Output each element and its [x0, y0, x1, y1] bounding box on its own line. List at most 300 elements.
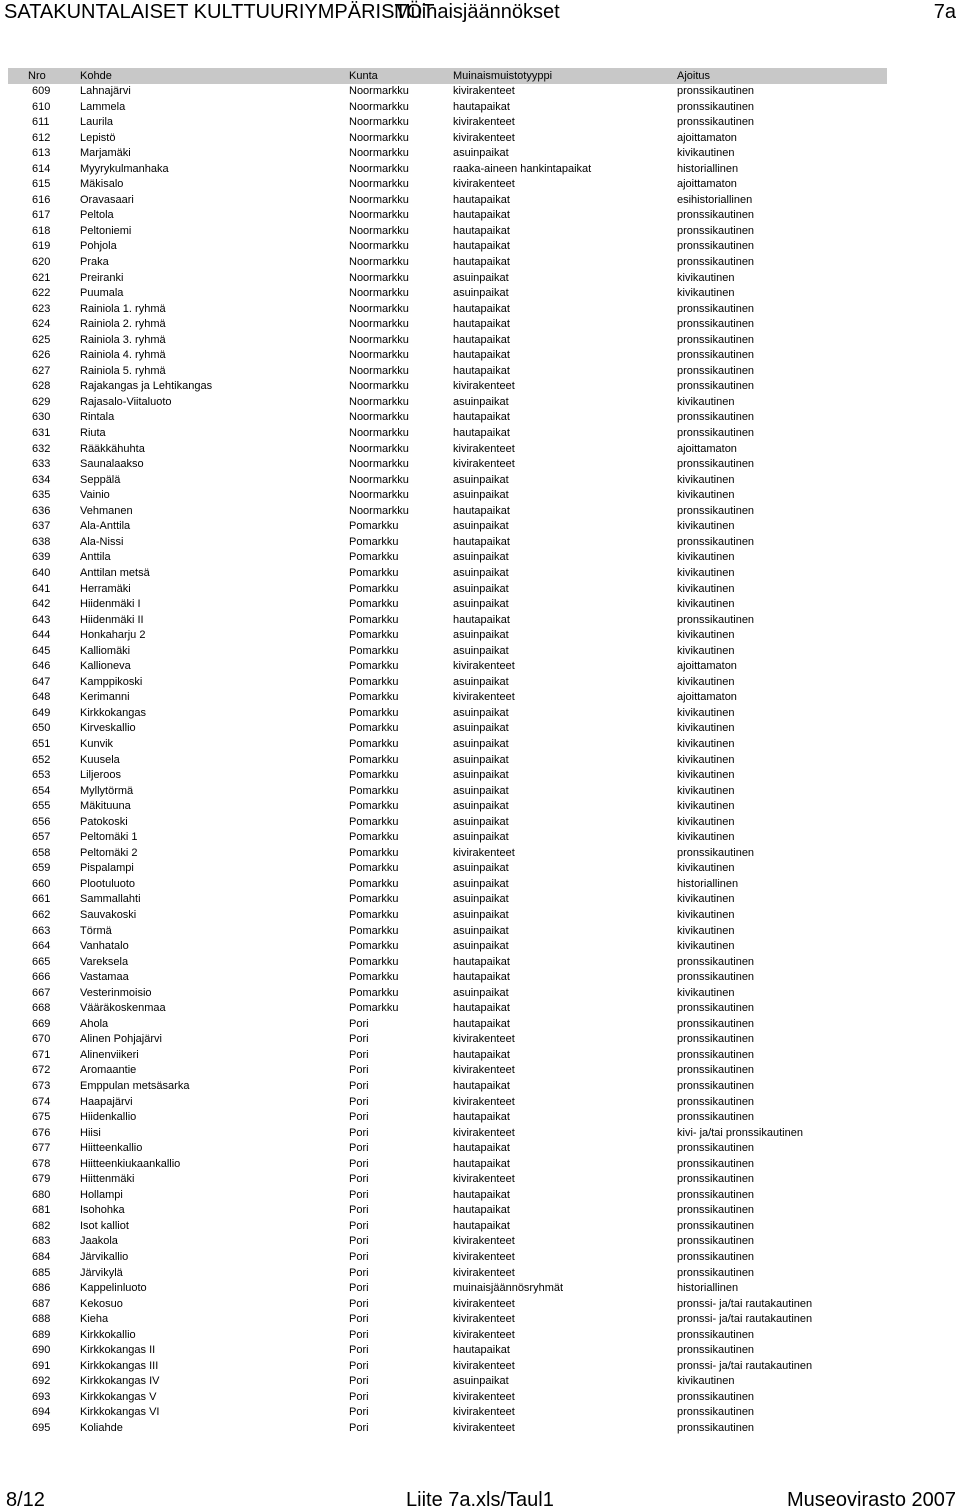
table-row: [8, 1297, 887, 1313]
cell-ajoitus: pronssikautinen: [677, 1406, 755, 1419]
cell-kunta: Pori: [349, 1422, 369, 1435]
cell-tyyppi: asuinpaikat: [453, 644, 509, 657]
table-row: [8, 892, 887, 908]
table-row: [8, 1343, 887, 1359]
cell-kohde: Vastamaa: [80, 971, 129, 984]
cell-ajoitus: kivikautinen: [677, 551, 735, 564]
cell-tyyppi: kivirakenteet: [453, 660, 515, 673]
cell-kunta: Pomarkku: [349, 691, 399, 704]
cell-kohde: Kallioneva: [80, 660, 131, 673]
cell-nro: 632: [32, 442, 51, 455]
cell-tyyppi: hautapaikat: [453, 256, 510, 269]
cell-nro: 691: [32, 1359, 51, 1372]
cell-nro: 624: [32, 318, 51, 331]
cell-kunta: Pomarkku: [349, 784, 399, 797]
cell-nro: 693: [32, 1390, 51, 1403]
cell-tyyppi: asuinpaikat: [453, 893, 509, 906]
cell-ajoitus: pronssikautinen: [677, 504, 755, 517]
table-row: [8, 100, 887, 116]
cell-nro: 627: [32, 364, 51, 377]
table-row: [8, 1390, 887, 1406]
cell-kunta: Noormarkku: [349, 318, 409, 331]
table-row: [8, 146, 887, 162]
cell-kunta: Noormarkku: [349, 504, 409, 517]
cell-nro: 649: [32, 706, 51, 719]
cell-kunta: Noormarkku: [349, 380, 409, 393]
cell-tyyppi: hautapaikat: [453, 1142, 510, 1155]
cell-nro: 674: [32, 1095, 51, 1108]
table-row: [8, 395, 887, 411]
cell-kohde: Honkaharju 2: [80, 629, 146, 642]
cell-nro: 640: [32, 566, 51, 579]
cell-ajoitus: pronssikautinen: [677, 1188, 755, 1201]
cell-tyyppi: asuinpaikat: [453, 800, 509, 813]
cell-kohde: Preiranki: [80, 271, 124, 284]
cell-ajoitus: pronssikautinen: [677, 1033, 755, 1046]
cell-kohde: Kamppikoski: [80, 675, 143, 688]
cell-ajoitus: kivikautinen: [677, 862, 735, 875]
table-row: [8, 846, 887, 862]
cell-kunta: Pomarkku: [349, 955, 399, 968]
cell-nro: 650: [32, 722, 51, 735]
cell-tyyppi: kivirakenteet: [453, 1095, 515, 1108]
cell-kunta: Noormarkku: [349, 178, 409, 191]
cell-kunta: Pomarkku: [349, 940, 399, 953]
cell-kohde: Alinenviikeri: [80, 1048, 139, 1061]
cell-kohde: Sammallahti: [80, 893, 141, 906]
cell-kohde: Rainiola 5. ryhmä: [80, 364, 166, 377]
cell-tyyppi: kivirakenteet: [453, 116, 515, 129]
cell-tyyppi: hautapaikat: [453, 504, 510, 517]
cell-nro: 638: [32, 535, 51, 548]
table-row: [8, 1421, 887, 1437]
cell-tyyppi: hautapaikat: [453, 535, 510, 548]
cell-tyyppi: kivirakenteet: [453, 458, 515, 471]
cell-tyyppi: kivirakenteet: [453, 1359, 515, 1372]
cell-kohde: Kappelinluoto: [80, 1282, 147, 1295]
cell-kohde: Praka: [80, 256, 109, 269]
column-header-nro: Nro: [28, 70, 46, 82]
cell-nro: 654: [32, 784, 51, 797]
cell-tyyppi: kivirakenteet: [453, 1173, 515, 1186]
cell-ajoitus: pronssikautinen: [677, 224, 755, 237]
cell-tyyppi: kivirakenteet: [453, 1297, 515, 1310]
cell-tyyppi: hautapaikat: [453, 971, 510, 984]
cell-nro: 614: [32, 162, 51, 175]
cell-kohde: Isohohka: [80, 1204, 125, 1217]
table-row: [8, 208, 887, 224]
table-row: [8, 177, 887, 193]
source-file: Liite 7a.xls/Taul1: [406, 1489, 554, 1511]
cell-ajoitus: kivikautinen: [677, 908, 735, 921]
cell-nro: 692: [32, 1375, 51, 1388]
table-row: [8, 348, 887, 364]
cell-nro: 664: [32, 940, 51, 953]
cell-ajoitus: kivikautinen: [677, 815, 735, 828]
cell-nro: 643: [32, 613, 51, 626]
cell-kohde: Anttilan metsä: [80, 566, 150, 579]
cell-kunta: Pori: [349, 1235, 369, 1248]
cell-kunta: Noormarkku: [349, 458, 409, 471]
cell-tyyppi: kivirakenteet: [453, 1406, 515, 1419]
cell-tyyppi: kivirakenteet: [453, 1313, 515, 1326]
cell-tyyppi: hautapaikat: [453, 1219, 510, 1232]
cell-tyyppi: kivirakenteet: [453, 1266, 515, 1279]
cell-ajoitus: pronssikautinen: [677, 971, 755, 984]
cell-tyyppi: hautapaikat: [453, 411, 510, 424]
cell-kunta: Pori: [349, 1313, 369, 1326]
cell-kohde: Kuusela: [80, 753, 120, 766]
cell-nro: 626: [32, 349, 51, 362]
cell-kohde: Laurila: [80, 116, 114, 129]
cell-kunta: Pomarkku: [349, 520, 399, 533]
cell-tyyppi: kivirakenteet: [453, 691, 515, 704]
table-row: [8, 815, 887, 831]
cell-nro: 694: [32, 1406, 51, 1419]
cell-kunta: Pori: [349, 1251, 369, 1264]
table-row: [8, 224, 887, 240]
cell-ajoitus: kivikautinen: [677, 753, 735, 766]
cell-tyyppi: kivirakenteet: [453, 380, 515, 393]
cell-ajoitus: kivikautinen: [677, 924, 735, 937]
cell-nro: 657: [32, 831, 51, 844]
cell-tyyppi: asuinpaikat: [453, 489, 509, 502]
cell-kunta: Pomarkku: [349, 893, 399, 906]
cell-kohde: Sauvakoski: [80, 908, 137, 921]
cell-kohde: Puumala: [80, 287, 124, 300]
cell-ajoitus: pronssikautinen: [677, 240, 755, 253]
table-row: [8, 768, 887, 784]
cell-ajoitus: pronssikautinen: [677, 85, 755, 97]
cell-kunta: Pomarkku: [349, 675, 399, 688]
cell-kohde: Lahnajärvi: [80, 85, 131, 97]
cell-kohde: Plootuluoto: [80, 877, 136, 890]
cell-kunta: Pomarkku: [349, 986, 399, 999]
cell-kohde: Pohjola: [80, 240, 117, 253]
cell-ajoitus: pronssikautinen: [677, 116, 755, 129]
cell-kohde: Rainiola 3. ryhmä: [80, 333, 166, 346]
cell-nro: 667: [32, 986, 51, 999]
page-number: 8/12: [6, 1489, 45, 1511]
table-row: [8, 1110, 887, 1126]
cell-ajoitus: historiallinen: [677, 1282, 739, 1295]
cell-kohde: Rainiola 4. ryhmä: [80, 349, 166, 362]
cell-nro: 690: [32, 1344, 51, 1357]
table-row: [8, 1126, 887, 1142]
cell-nro: 669: [32, 1017, 51, 1030]
cell-kohde: Hiitteenkiukaankallio: [80, 1157, 181, 1170]
cell-nro: 659: [32, 862, 51, 875]
table-header-row: [8, 68, 887, 84]
cell-kohde: Lepistö: [80, 131, 116, 144]
cell-ajoitus: pronssikautinen: [677, 349, 755, 362]
cell-kohde: Riuta: [80, 427, 106, 440]
cell-kohde: Vääräkoskenmaa: [80, 1002, 166, 1015]
cell-kunta: Pomarkku: [349, 815, 399, 828]
cell-kohde: Anttila: [80, 551, 111, 564]
cell-kunta: Pori: [349, 1173, 369, 1186]
table-row: [8, 504, 887, 520]
cell-nro: 618: [32, 224, 51, 237]
table-row: [8, 675, 887, 691]
table-row: [8, 379, 887, 395]
cell-nro: 615: [32, 178, 51, 191]
table-row: [8, 1141, 887, 1157]
cell-ajoitus: pronssikautinen: [677, 846, 755, 859]
table-row: [8, 286, 887, 302]
table-row: [8, 970, 887, 986]
cell-kunta: Pomarkku: [349, 613, 399, 626]
cell-nro: 642: [32, 598, 51, 611]
cell-tyyppi: hautapaikat: [453, 1157, 510, 1170]
cell-kohde: Hiitteenkallio: [80, 1142, 143, 1155]
cell-kohde: Rainiola 2. ryhmä: [80, 318, 166, 331]
cell-ajoitus: kivikautinen: [677, 986, 735, 999]
cell-kunta: Pomarkku: [349, 908, 399, 921]
table-row: [8, 550, 887, 566]
cell-tyyppi: asuinpaikat: [453, 924, 509, 937]
table-row: [8, 1017, 887, 1033]
cell-kunta: Pomarkku: [349, 753, 399, 766]
cell-kunta: Noormarkku: [349, 427, 409, 440]
table-row: [8, 364, 887, 380]
table-row: [8, 1312, 887, 1328]
cell-kunta: Pomarkku: [349, 706, 399, 719]
cell-ajoitus: pronssikautinen: [677, 100, 755, 113]
cell-kohde: Ala-Anttila: [80, 520, 131, 533]
cell-ajoitus: pronssikautinen: [677, 1080, 755, 1092]
cell-kohde: Kirkkokallio: [80, 1328, 136, 1341]
cell-kohde: Kieha: [80, 1313, 109, 1326]
table-row: [8, 1234, 887, 1250]
cell-ajoitus: pronssikautinen: [677, 1235, 755, 1248]
table-row: [8, 908, 887, 924]
cell-kohde: Pispalampi: [80, 862, 134, 875]
cell-ajoitus: pronssikautinen: [677, 458, 755, 471]
table-row: [8, 442, 887, 458]
cell-kunta: Pomarkku: [349, 566, 399, 579]
cell-kohde: Rainiola 1. ryhmä: [80, 302, 166, 315]
cell-kunta: Pori: [349, 1344, 369, 1357]
table-row: [8, 1266, 887, 1282]
cell-kohde: Mäkituuna: [80, 800, 131, 813]
cell-ajoitus: kivikautinen: [677, 940, 735, 953]
cell-nro: 648: [32, 691, 51, 704]
cell-kunta: Pori: [349, 1033, 369, 1046]
cell-nro: 671: [32, 1048, 51, 1061]
cell-kohde: Vesterinmoisio: [80, 986, 152, 999]
table-row: [8, 302, 887, 318]
cell-nro: 644: [32, 629, 51, 642]
cell-tyyppi: hautapaikat: [453, 100, 510, 113]
cell-ajoitus: pronssikautinen: [677, 1173, 755, 1186]
cell-ajoitus: pronssikautinen: [677, 411, 755, 424]
cell-nro: 612: [32, 131, 51, 144]
cell-kohde: Rajakangas ja Lehtikangas: [80, 380, 213, 393]
table-row: [8, 1250, 887, 1266]
cell-kunta: Noormarkku: [349, 209, 409, 222]
cell-tyyppi: kivirakenteet: [453, 131, 515, 144]
cell-kohde: Lammela: [80, 100, 126, 113]
cell-kunta: Pori: [349, 1282, 369, 1295]
cell-ajoitus: pronssikautinen: [677, 1017, 755, 1030]
cell-ajoitus: pronssikautinen: [677, 1219, 755, 1232]
cell-nro: 623: [32, 302, 51, 315]
cell-tyyppi: hautapaikat: [453, 1017, 510, 1030]
cell-kunta: Noormarkku: [349, 302, 409, 315]
table-row: [8, 737, 887, 753]
cell-ajoitus: kivikautinen: [677, 287, 735, 300]
table-row: [8, 473, 887, 489]
cell-kunta: Pori: [349, 1297, 369, 1310]
cell-tyyppi: hautapaikat: [453, 955, 510, 968]
cell-kohde: Hiidenkallio: [80, 1111, 137, 1124]
table-row: [8, 613, 887, 629]
cell-kohde: Kirkkokangas: [80, 706, 147, 719]
table-row: [8, 1032, 887, 1048]
cell-kohde: Hiidenmäki II: [80, 613, 144, 626]
cell-kunta: Pori: [349, 1064, 369, 1077]
cell-ajoitus: historiallinen: [677, 162, 739, 175]
table-row: [8, 986, 887, 1002]
cell-tyyppi: muinaisjäännösryhmät: [453, 1282, 564, 1295]
cell-nro: 629: [32, 395, 51, 408]
cell-nro: 679: [32, 1173, 51, 1186]
cell-kohde: Jaakola: [80, 1235, 118, 1248]
cell-tyyppi: kivirakenteet: [453, 1033, 515, 1046]
cell-kohde: Rintala: [80, 411, 115, 424]
table-row: [8, 488, 887, 504]
cell-kunta: Noormarkku: [349, 489, 409, 502]
table-body: [8, 84, 887, 1437]
cell-tyyppi: kivirakenteet: [453, 85, 515, 97]
cell-tyyppi: hautapaikat: [453, 1188, 510, 1201]
table-row: [8, 753, 887, 769]
cell-nro: 663: [32, 924, 51, 937]
cell-kunta: Pomarkku: [349, 924, 399, 937]
cell-tyyppi: hautapaikat: [453, 1204, 510, 1217]
cell-nro: 656: [32, 815, 51, 828]
cell-kunta: Pomarkku: [349, 831, 399, 844]
table-row: [8, 644, 887, 660]
cell-kohde: Hollampi: [80, 1188, 123, 1201]
cell-kunta: Noormarkku: [349, 333, 409, 346]
cell-ajoitus: pronssikautinen: [677, 535, 755, 548]
cell-kunta: Pori: [349, 1095, 369, 1108]
cell-kunta: Pomarkku: [349, 644, 399, 657]
cell-nro: 677: [32, 1142, 51, 1155]
cell-kohde: Kirkkokangas V: [80, 1390, 157, 1403]
cell-nro: 660: [32, 877, 51, 890]
cell-kohde: Kerimanni: [80, 691, 130, 704]
cell-tyyppi: hautapaikat: [453, 1048, 510, 1061]
cell-kunta: Pori: [349, 1375, 369, 1388]
cell-kohde: Liljeroos: [80, 769, 121, 782]
cell-kunta: Noormarkku: [349, 395, 409, 408]
cell-ajoitus: esihistoriallinen: [677, 193, 753, 206]
table-row: [8, 939, 887, 955]
cell-ajoitus: pronssikautinen: [677, 302, 755, 315]
table-row: [8, 426, 887, 442]
cell-kunta: Noormarkku: [349, 116, 409, 129]
cell-nro: 661: [32, 893, 51, 906]
cell-ajoitus: kivikautinen: [677, 800, 735, 813]
cell-tyyppi: asuinpaikat: [453, 986, 509, 999]
cell-tyyppi: kivirakenteet: [453, 1390, 515, 1403]
cell-tyyppi: kivirakenteet: [453, 1251, 515, 1264]
table-row: [8, 582, 887, 598]
cell-tyyppi: asuinpaikat: [453, 784, 509, 797]
cell-ajoitus: pronssikautinen: [677, 318, 755, 331]
cell-ajoitus: pronssikautinen: [677, 1390, 755, 1403]
cell-kunta: Pori: [349, 1111, 369, 1124]
cell-nro: 688: [32, 1313, 51, 1326]
cell-nro: 682: [32, 1219, 51, 1232]
cell-ajoitus: kivikautinen: [677, 395, 735, 408]
table-row: [8, 721, 887, 737]
cell-nro: 634: [32, 473, 51, 486]
cell-kohde: Mäkisalo: [80, 178, 124, 191]
cell-nro: 645: [32, 644, 51, 657]
cell-kunta: Pomarkku: [349, 971, 399, 984]
cell-kunta: Noormarkku: [349, 349, 409, 362]
cell-kohde: Myyrykulmanhaka: [80, 162, 169, 175]
cell-tyyppi: hautapaikat: [453, 1344, 510, 1357]
cell-nro: 647: [32, 675, 51, 688]
cell-kohde: Peltola: [80, 209, 114, 222]
cell-nro: 621: [32, 271, 51, 284]
column-header-kunta: Kunta: [349, 70, 378, 82]
cell-nro: 620: [32, 256, 51, 269]
cell-nro: 670: [32, 1033, 51, 1046]
cell-tyyppi: hautapaikat: [453, 1080, 510, 1092]
cell-nro: 666: [32, 971, 51, 984]
cell-nro: 611: [32, 116, 50, 129]
cell-kohde: Emppulan metsäsarka: [80, 1080, 190, 1092]
cell-ajoitus: pronssikautinen: [677, 1422, 755, 1435]
cell-kohde: Rääkkähuhta: [80, 442, 145, 455]
cell-ajoitus: pronssikautinen: [677, 1204, 755, 1217]
cell-kunta: Noormarkku: [349, 162, 409, 175]
cell-kunta: Pori: [349, 1266, 369, 1279]
cell-kohde: Koliahde: [80, 1422, 123, 1435]
cell-tyyppi: hautapaikat: [453, 318, 510, 331]
cell-kunta: Pori: [349, 1157, 369, 1170]
table-row: [8, 1359, 887, 1375]
cell-nro: 628: [32, 380, 51, 393]
cell-kunta: Pori: [349, 1188, 369, 1201]
cell-kohde: Peltomäki 1: [80, 831, 138, 844]
cell-ajoitus: ajoittamaton: [677, 178, 737, 191]
cell-kunta: Pori: [349, 1359, 369, 1372]
cell-nro: 681: [32, 1204, 51, 1217]
cell-tyyppi: asuinpaikat: [453, 940, 509, 953]
cell-kohde: Alinen Pohjajärvi: [80, 1033, 162, 1046]
cell-tyyppi: asuinpaikat: [453, 815, 509, 828]
cell-kunta: Pomarkku: [349, 722, 399, 735]
cell-kunta: Pori: [349, 1390, 369, 1403]
cell-nro: 646: [32, 660, 51, 673]
cell-tyyppi: hautapaikat: [453, 224, 510, 237]
cell-kohde: Haapajärvi: [80, 1095, 133, 1108]
cell-nro: 636: [32, 504, 51, 517]
cell-tyyppi: hautapaikat: [453, 193, 510, 206]
cell-tyyppi: hautapaikat: [453, 427, 510, 440]
table-row: [8, 239, 887, 255]
cell-tyyppi: kivirakenteet: [453, 1126, 515, 1139]
cell-tyyppi: hautapaikat: [453, 364, 510, 377]
cell-nro: 684: [32, 1251, 51, 1264]
